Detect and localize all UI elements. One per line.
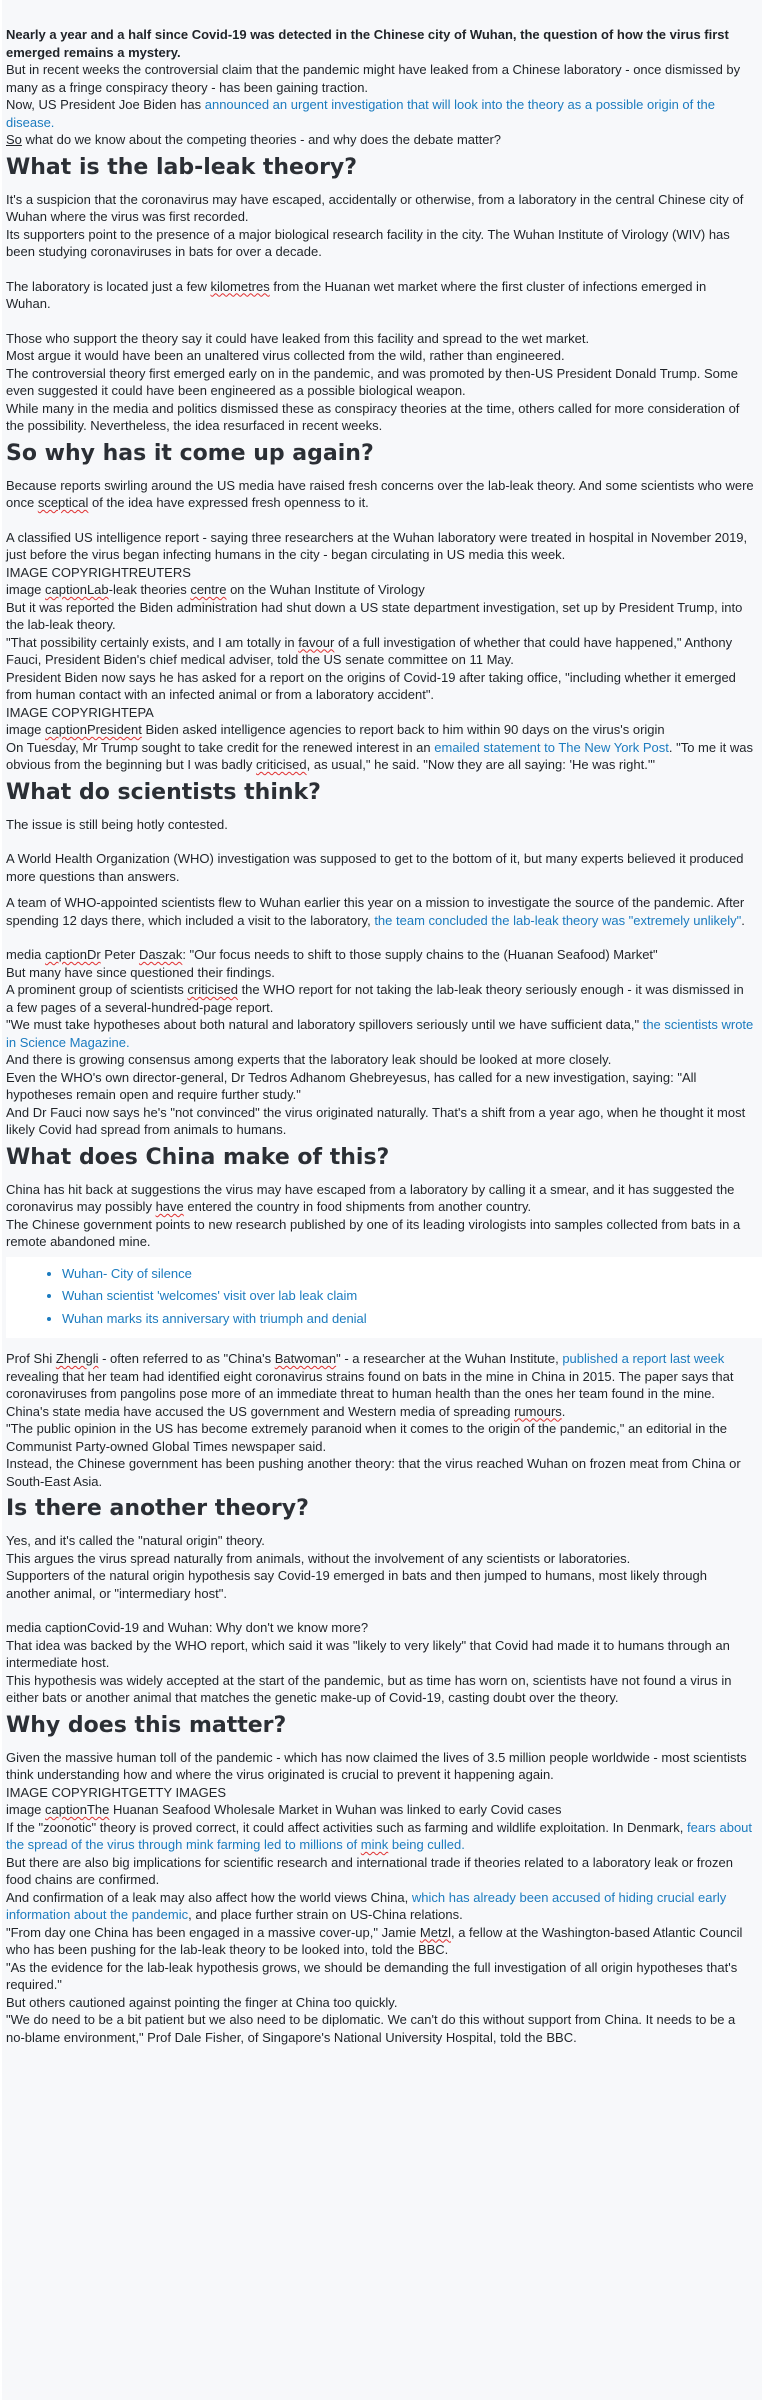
paragraph: Because reports swirling around the US media have raised fresh concerns over the lab-leak theory. And some scientists who were once sceptical of the idea have expressed fresh openness to it.	[6, 477, 754, 510]
image-caption: image captionLab-leak theories centre on the Wuhan Institute of Virology	[6, 582, 425, 597]
paragraph: Most argue it would have been an unaltered virus collected from the wild, rather than engineered.	[6, 348, 565, 363]
paragraph: China has hit back at suggestions the virus may have escaped from a laboratory by calling it a smear, and it has suggested the coronavirus may possibly have entered the country in food shipments from another country.	[6, 1181, 735, 1214]
report-link[interactable]: published a report last week	[562, 1351, 725, 1366]
paragraph: But in recent weeks the controversial claim that the pandemic might have leaked from a Chinese laboratory - once dismissed by many as a fringe conspiracy theory - has been gaining traction.	[6, 62, 741, 95]
paragraph: This hypothesis was widely accepted at the start of the pandemic, but as time has worn on, scientists have not found a virus in either bats or another animal that matches the genetic make-up of Covid-19, casting doubt over the theory.	[6, 1672, 732, 1705]
paragraph: Yes, and it's called the "natural origin" theory.	[6, 1533, 265, 1548]
paragraph: Supporters of the natural origin hypothesis say Covid-19 emerged in bats and then jumped to humans, most likely through another animal, or "intermediary host".	[6, 1568, 707, 1601]
paragraph: The Chinese government points to new research published by one of its leading virologists into samples collected from bats in a remote abandoned mine.	[6, 1216, 741, 1249]
paragraph: Those who support the theory say it could have leaked from this facility and spread to the wet market.	[6, 330, 590, 346]
paragraph: But many have since questioned their findings.	[6, 964, 275, 980]
paragraph: A team of WHO-appointed scientists flew to Wuhan earlier this year on a mission to investigate the source of the pandemic. After spending 12 days there, which included a visit to the laboratory, the team concluded the lab-leak theory was "extremely unlikely".	[6, 895, 745, 928]
investigation-link[interactable]: announced an urgent investigation that will look into the theory as a possible origin of the disease.	[6, 97, 715, 130]
paragraph: The controversial theory first emerged early on in the pandemic, and was promoted by then-US President Donald Trump. Some even suggested it could have been engineered as a possible biological weapon.	[6, 365, 738, 398]
paragraph: Even the WHO's own director-general, Dr Tedros Adhanom Ghebreyesus, has called for a new investigation, saying: "All hypotheses remain open and require further study."	[6, 1069, 697, 1102]
section-heading-another-theory: Is there another theory?	[6, 1496, 309, 1521]
paragraph: President Biden now says he has asked for a report on the origins of Covid-19 after taking office, "including whether it emerged from human contact with an infected animal or from a laboratory accident".	[6, 669, 736, 702]
paragraph: Instead, the Chinese government has been pushing another theory: that the virus reached Wuhan on frozen meat from China or South-East Asia.	[6, 1456, 741, 1489]
paragraph: But there are also big implications for scientific research and international trade if theories related to a laboratory leak or frozen food chains are confirmed.	[6, 1854, 733, 1887]
media-caption: media captionDr Peter Daszak: "Our focus needs to shift to those supply chains to the (Huanan Seafood) Market"	[6, 947, 658, 962]
section-heading-come-up-again: So why has it come up again?	[6, 440, 374, 466]
spellcheck-word: sceptical	[37, 495, 89, 510]
image-copyright: IMAGE COPYRIGHTGETTY IMAGES	[6, 1784, 227, 1800]
section-heading-scientists: What do scientists think?	[6, 779, 321, 805]
paragraph: "The public opinion in the US has become extremely paranoid when it comes to the origin of the pandemic," an editorial in the Communist Party-owned Global Times newspaper said.	[6, 1421, 728, 1454]
image-caption: image captionPresident Biden asked intelligence agencies to report back to him within 90 days on the virus's origin	[6, 722, 665, 737]
image-caption: image captionThe Huanan Seafood Wholesale Market in Wuhan was linked to early Covid cases	[6, 1802, 562, 1817]
paragraph: And confirmation of a leak may also affect how the world views China, which has already been accused of hiding crucial early information about the pandemic, and place further strain on US-China relations.	[6, 1889, 727, 1922]
related-link[interactable]: Wuhan marks its anniversary with triumph and denial	[62, 1310, 367, 1326]
article-body	[2, 0, 762, 2400]
paragraph: A classified US intelligence report - saying three researchers at the Wuhan laboratory were treated in hospital in November 2019, just before the virus began infecting humans in the city - began circulating in US media this week.	[6, 529, 748, 562]
article-lead: Nearly a year and a half since Covid-19 was detected in the Chinese city of Wuhan, the question of how the virus first emerged remains a mystery.	[6, 27, 729, 60]
paragraph: And Dr Fauci now says he's "not convinced" the virus originated naturally. That's a shift from a year ago, when he thought it most likely Covid had spread from animals to humans.	[6, 1104, 746, 1137]
list-item	[62, 1287, 762, 1305]
mink-farming-link[interactable]: fears about the spread of the virus through mink farming led to millions of mink being culled.	[6, 1819, 753, 1852]
section-heading-why-matter: Why does this matter?	[6, 1712, 287, 1738]
paragraph: Given the massive human toll of the pandemic - which has now claimed the lives of 3.5 million people worldwide - most scientists think understanding how and where the virus originated is crucial to prevent it happening again.	[6, 1749, 747, 1782]
paragraph: But it was reported the Biden administration had shut down a US state department investigation, set up by President Trump, into the lab-leak theory.	[6, 599, 743, 632]
paragraph: While many in the media and politics dismissed these as conspiracy theories at the time, others called for more consideration of the possibility. Nevertheless, the idea resurfaced in recent weeks.	[6, 400, 740, 433]
list-item	[62, 1310, 762, 1328]
section-heading-china: What does China make of this?	[6, 1144, 390, 1170]
paragraph: A World Health Organization (WHO) investigation was supposed to get to the bottom of it, but many experts believed it produced more questions than answers.	[6, 851, 744, 884]
paragraph: If the "zoonotic" theory is proved correct, it could affect activities such as farming and wildlife exploitation. In Denmark, fears about the spread of the virus through mink farming led to millions of mink being culled.	[6, 1819, 753, 1852]
paragraph: Prof Shi Zhengli - often referred to as "China's Batwoman" - a researcher at the Wuhan Institute, published a report last week revealing that her team had identified eight coronavirus strains found on bats in the mine in China in 2015. The paper says that coronaviruses from pangolins pose more of an immediate threat to human health than the ones her team found in the mine.	[6, 1351, 734, 1401]
paragraph: But others cautioned against pointing the finger at China too quickly.	[6, 1994, 398, 2010]
paragraph: "As the evidence for the lab-leak hypothesis grows, we should be demanding the full investigation of all origin hypotheses that's required."	[6, 1959, 738, 1992]
image-copyright: IMAGE COPYRIGHTREUTERS	[6, 564, 191, 580]
paragraph: "We do need to be a bit patient but we also need to be diplomatic. We can't do this without support from China. It needs to be a no-blame environment," Prof Dale Fisher, of Singapore's National University Hospital, told the BBC.	[6, 2012, 736, 2045]
paragraph: "That possibility certainly exists, and I am totally in favour of a full investigation of whether that could have happened," Anthony Fauci, President Biden's chief medical adviser, told the US senate committee on 11 May.	[6, 634, 733, 667]
science-magazine-link[interactable]: the scientists wrote in Science Magazine.	[6, 1017, 754, 1050]
related-links-list	[6, 1257, 762, 1339]
paragraph: "We must take hypotheses about both natural and laboratory spillovers seriously until we have sufficient data," the scientists wrote in Science Magazine.	[6, 1017, 754, 1050]
ny-post-link[interactable]: emailed statement to The New York Post	[434, 739, 669, 755]
spellcheck-word: kilometres	[210, 278, 270, 294]
paragraph: Its supporters point to the presence of a major biological research facility in the city. The Wuhan Institute of Virology (WIV) has been studying coronaviruses in bats for over a decade.	[6, 226, 730, 259]
paragraph: It's a suspicion that the coronavirus may have escaped, accidentally or otherwise, from a laboratory in the central Chinese city of Wuhan where the virus was first recorded.	[6, 191, 744, 224]
related-link[interactable]: Wuhan scientist 'welcomes' visit over lab leak claim	[62, 1288, 358, 1303]
paragraph: The issue is still being hotly contested.	[6, 816, 228, 832]
list-item	[62, 1265, 762, 1283]
paragraph: And there is growing consensus among experts that the laboratory leak should be looked at more closely.	[6, 1052, 612, 1067]
who-conclusion-link[interactable]: the team concluded the lab-leak theory was "extremely unlikely"	[374, 912, 742, 928]
paragraph: The laboratory is located just a few kilometres from the Huanan wet market where the first cluster of infections emerged in Wuhan.	[6, 278, 707, 311]
paragraph: A prominent group of scientists criticised the WHO report for not taking the lab-leak theory seriously enough - it was dismissed in a few pages of a several-hundred-page report.	[6, 982, 744, 1015]
paragraph: So what do we know about the competing theories - and why does the debate matter?	[6, 132, 502, 147]
china-accused-link[interactable]: which has already been accused of hiding crucial early information about the pandemic	[6, 1889, 727, 1922]
image-copyright: IMAGE COPYRIGHTEPA	[6, 704, 154, 720]
related-link[interactable]: Wuhan- City of silence	[62, 1265, 192, 1281]
paragraph: Now, US President Joe Biden has announced an urgent investigation that will look into the theory as a possible origin of the disease.	[6, 97, 715, 130]
media-caption: media captionCovid-19 and Wuhan: Why don't we know more?	[6, 1620, 369, 1635]
paragraph: China's state media have accused the US government and Western media of spreading rumours.	[6, 1403, 566, 1419]
paragraph: "From day one China has been engaged in a massive cover-up," Jamie Metzl, a fellow at the Washington-based Atlantic Council who has been pushing for the lab-leak theory to be looked into, told the BBC.	[6, 1924, 743, 1957]
spellcheck-word: So	[6, 132, 22, 147]
paragraph: On Tuesday, Mr Trump sought to take credit for the renewed interest in an emailed statement to The New York Post. "To me it was obvious from the beginning but I was badly criticised, as usual," he said. "Now they are all saying: 'He was right.'"	[6, 739, 753, 772]
paragraph: This argues the virus spread naturally from animals, without the involvement of any scientists or laboratories.	[6, 1550, 631, 1566]
section-heading-lab-leak: What is the lab-leak theory?	[6, 154, 358, 180]
paragraph: That idea was backed by the WHO report, which said it was "likely to very likely" that Covid had made it to humans through an intermediate host.	[6, 1637, 730, 1670]
